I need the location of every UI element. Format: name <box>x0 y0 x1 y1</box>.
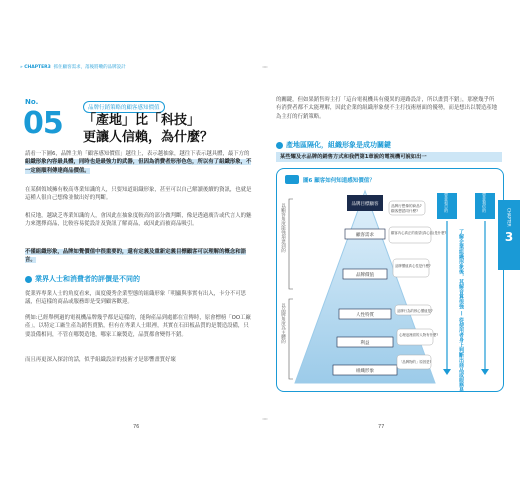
pyramid-label-3: 品牌價值 <box>356 273 374 278</box>
bubble-3: 顧客內心真正的欲望(真心話)是什麼? <box>391 231 447 235</box>
paragraph-6: 而且再更深入探討的話，似乎組織設計的技術才是影響畫質好壞 <box>25 357 176 363</box>
paragraph-1: 請看一下圖6，品牌主角「顧客感知價值」越往上，表示越抽象，越往下表示越具體，最下方的組織形象內容最具體，同時也是最強力的武器，但因為消費者形形色色，所以有了組織形象，不一定能順利傳達商品價值。 <box>25 151 252 174</box>
left-brace-top <box>289 199 293 289</box>
right-tag-1-text: 重要意和目的 <box>444 189 450 213</box>
section-tagline: 品牌行銷策略的顧客感知價值 <box>83 101 165 113</box>
bubble-6: 心理這裡面的人物有什麼? <box>399 333 439 337</box>
right-caption: 了解企業組織形象後，其解音算很強 — 從使用者身上判斷出商品或服務是否適合自己 <box>458 229 464 391</box>
pyramid-label-6: 組織形象 <box>356 369 374 374</box>
paragraph-4: 從業界專業人士的角度看來，面度優秀企業型態的組織形象「明顯與事實有出入，卡分不可思議，但這樣的商品或服務即是受到顧客歡迎。 <box>25 291 247 306</box>
left-brace-bottom <box>289 299 293 379</box>
bubble-5: 品牌行為的核心價值是? <box>397 309 433 313</box>
bubble-2: 顧客想認同什麼? <box>391 209 419 213</box>
running-header: » CHAPTER3 抓住顧客需求，落後將嘞的品牌設計 <box>20 65 126 70</box>
page-number: 77 <box>378 424 385 430</box>
bubble-4: 品牌價值真心性是什麼? <box>395 264 431 268</box>
paragraph-5: 例如:已經舉例過的電視機品牌幾乎都是這樣的，能夠產品到處都在宣傳時，原會標榜「OO工廠產」，以特定工廠生產為銷售賣點，但有在專業人士眼裡，其實在石田板品質的是製造設備，只要設備相同，不管在哪製造地，哪家工廠製造，品質都會變得不錯。 <box>25 315 251 338</box>
left-caption-bottom: 以品牌角度為主體的 <box>280 303 286 344</box>
pyramid-shape <box>295 191 435 383</box>
figure-6 <box>276 168 504 392</box>
page-title: 「產地」比「科技」 更讓人信賴，為什麼？ <box>83 113 214 145</box>
pyramid-label-5: 利益 <box>360 341 370 346</box>
section-heading: 業界人士和消費者的評價是不同的 <box>25 274 140 284</box>
figure-title: 圖6 顧客如何知道感知價值？ <box>303 178 375 184</box>
figure-number-chip <box>285 175 299 184</box>
chapter-tab-label: CHAPTER <box>506 207 512 227</box>
bubble-1: 品牌行想像的商品? <box>391 204 422 208</box>
pyramid-diagram <box>277 169 503 391</box>
bubble-7: 「品牌物的」原因是? <box>399 360 432 364</box>
chapter-tab-number: 3 <box>504 230 514 244</box>
right-page <box>264 68 510 430</box>
paragraph-3: 相反地，越缺乏專業知識的人，會因此在抽象度較高的部分做判斷，像是透過廣告或代言人的魅力來選擇商品，比較容易從設計及資訊了解商品，或因此而被商品吸引。 <box>25 213 252 228</box>
right-section-heading: 產地區隔化，組織形象是成功關鍵 <box>276 140 391 150</box>
right-tag-2-text: 重要意利倍的 <box>482 189 488 213</box>
figure-caption-bar: 某些耀及水品牌的銷售方式和我們第1章說的電視機可說如出一 <box>276 152 502 162</box>
left-page <box>15 65 265 430</box>
pyramid-label-2: 顧客需求 <box>356 233 374 238</box>
item-number: 05 <box>23 106 63 141</box>
page-number: 76 <box>133 424 140 430</box>
pyramid-label-1: 品牌目標顧客 <box>351 202 379 207</box>
bullet-icon <box>25 276 32 283</box>
bullet-icon <box>276 142 283 149</box>
item-number-label: No. <box>25 98 39 106</box>
paragraph-2: 在某個領域擁有較高專業知識的人，只要知道組織形象，甚至可以自己解讀後續的資訊，也就是這種人很自己想像並做出好的判斷。 <box>25 187 252 202</box>
highlight-paragraph: 不僅組織形象，品牌如覺價值中很重要的，還有定義及重新定義目標顧客可以理解的概念和語言。 <box>25 249 247 264</box>
chapter-tab <box>498 200 520 270</box>
book-spread <box>0 65 520 430</box>
pyramid-label-4: 人性特質 <box>356 313 374 318</box>
right-intro-paragraph: 的關鍵，但如果銷售時主打「這台電視機具有優異的迎路設計，所以畫質不錯」，那麼幾乎所有消費者都不太能理解，因此企業的組織形象便不主打技術層面的優勢，而是想出以製造產地為主打的行銷策略。 <box>276 97 498 120</box>
left-caption-top: 以顧客角度能強項達到的 <box>280 203 286 253</box>
